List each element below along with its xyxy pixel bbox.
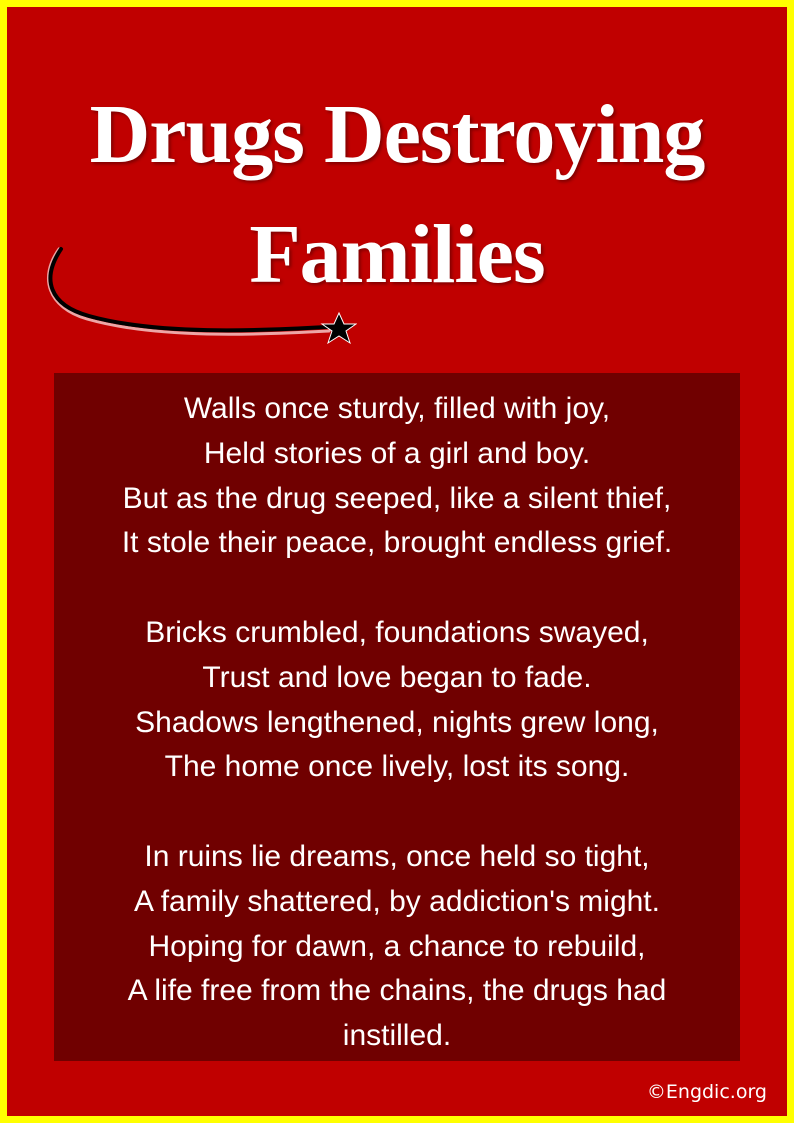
poem-line: Hoping for dawn, a chance to rebuild, (148, 929, 646, 963)
poem-box (54, 373, 740, 1061)
stanza (54, 611, 740, 790)
poem-line: A family shattered, by addiction's might. (134, 884, 660, 918)
poem-line: Walls once sturdy, filled with joy, (183, 392, 611, 425)
poem-line: Shadows lengthened, nights grew long, (135, 705, 659, 739)
poem-line: Trust and love began to fade. (202, 660, 592, 694)
poem-line: It stole their peace, brought endless grief. (121, 526, 673, 560)
poem-line: instilled. (342, 1019, 452, 1053)
title-line-1: Drugs Destroying (89, 88, 705, 181)
poem-line: A life free from the chains, the drugs had (127, 974, 667, 1008)
stanza (54, 387, 740, 566)
poem-line: Held stories of a girl and boy. (203, 436, 591, 470)
poem-line: In ruins lie dreams, once held so tight, (144, 839, 650, 873)
copyright-footer: ©Engdic.org (646, 1081, 767, 1103)
poem-line: Bricks crumbled, foundations swayed, (145, 615, 649, 649)
poster (7, 7, 787, 1116)
poem (54, 387, 740, 1059)
poem-line: The home once lively, lost its song. (164, 750, 630, 784)
shooting-star-swoosh-icon (37, 239, 357, 359)
title-line-2: Families (249, 208, 545, 301)
stanza (54, 835, 740, 1059)
poem-line: But as the drug seeped, like a silent thief, (122, 481, 672, 515)
